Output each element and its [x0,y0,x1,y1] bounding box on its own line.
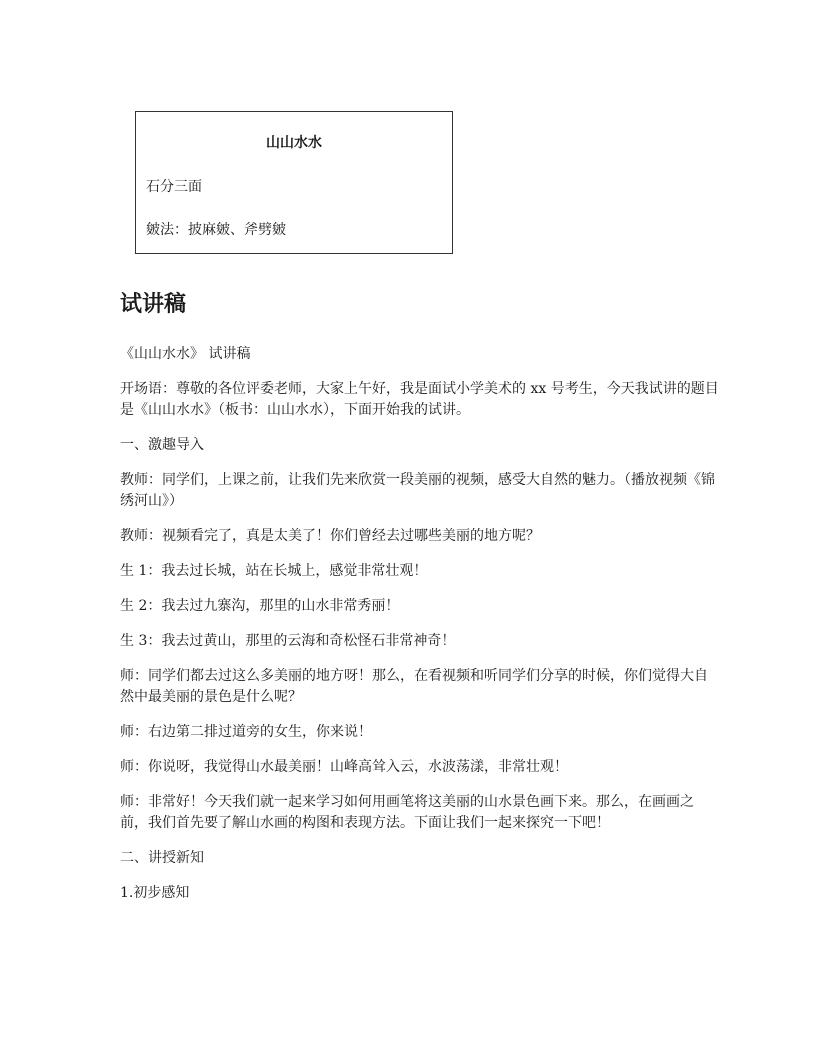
script-body [120,344,720,918]
section-heading: 试讲稿 [120,292,187,317]
paragraph-section-2: 二、讲授新知 [120,850,204,866]
blackboard-summary-box [135,111,453,254]
paragraph-section-1: 一、激趣导入 [120,437,204,453]
paragraph-student-1: 生 1：我去过长城，站在长城上，感觉非常壮观！ [120,563,428,579]
paragraph-teacher-6: 师：非常好！今天我们就一起来学习如何用画笔将这美丽的山水景色画下来。那么，在画画之前，我们首先要了解山水画的构图和表现方法。下面让我们一起来探究一下吧！ [120,794,694,831]
paragraph-title: 《山山水水》 试讲稿 [120,346,251,362]
board-line-technique: 皴法：披麻皴、斧劈皴 [146,222,286,238]
paragraph-teacher-3: 师：同学们都去过这么多美丽的地方呀！那么，在看视频和听同学们分享的时候，你们觉得大自然中最美丽的景色是什么呢？ [120,668,708,705]
paragraph-opening: 开场语：尊敬的各位评委老师，大家上午好，我是面试小学美术的 xx 号考生，今天我试讲的题目是《山山水水》（板书：山山水水），下面开始我的试讲。 [120,381,719,418]
paragraph-teacher-4: 师：右边第二排过道旁的女生，你来说！ [120,724,372,740]
paragraph-teacher-1: 教师：同学们，上课之前，让我们先来欣赏一段美丽的视频，感受大自然的魅力。（播放视频《锦绣河山》） [120,472,715,509]
paragraph-teacher-5: 师：你说呀，我觉得山水最美丽！山峰高耸入云，水波荡漾，非常壮观！ [120,759,568,775]
paragraph-student-2: 生 2：我去过九寨沟，那里的山水非常秀丽！ [120,598,400,614]
board-title: 山山水水 [266,135,322,151]
paragraph-student-3: 生 3：我去过黄山，那里的云海和奇松怪石非常神奇！ [120,633,456,649]
board-line-composition: 石分三面 [146,179,202,195]
paragraph-teacher-2: 教师：视频看完了，真是太美了！你们曾经去过哪些美丽的地方呢？ [120,528,540,544]
paragraph-subsection-1: 1.初步感知 [120,885,190,901]
